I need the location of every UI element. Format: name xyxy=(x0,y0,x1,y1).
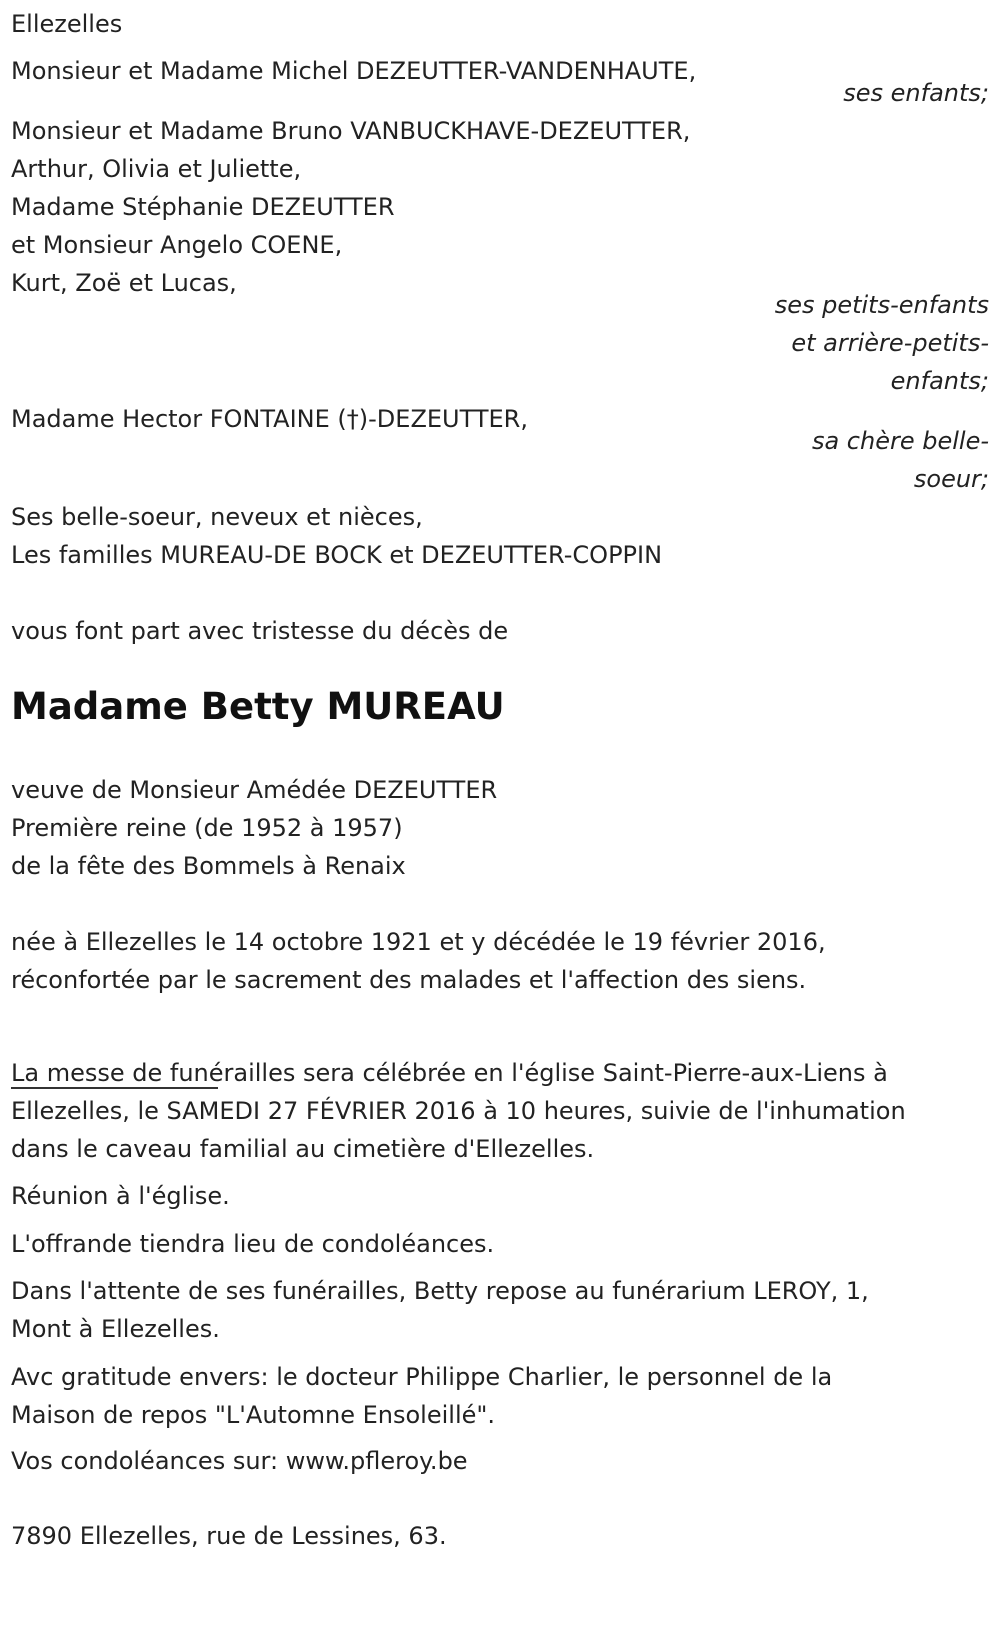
grandchild-line: Kurt, Zoë et Lucas, xyxy=(11,269,237,297)
deceased-name: Madame Betty MUREAU xyxy=(11,685,505,728)
grandchild-line: et Monsieur Angelo COENE, xyxy=(11,231,343,259)
funeral-mass-section xyxy=(11,1054,989,1168)
sister-in-law-role-line: soeur; xyxy=(913,465,989,493)
gratitude-section xyxy=(11,1358,989,1434)
grandchildren-section xyxy=(11,112,989,302)
deceased-detail-line: Première reine (de 1952 à 1957) xyxy=(11,814,403,842)
birth-death-line: née à Ellezelles le 14 octobre 1921 et y décédée le 19 février 2016, xyxy=(11,928,826,956)
grandchildren-role-block xyxy=(11,286,989,400)
gratitude-line: Maison de repos "L'Automne Ensoleillé". xyxy=(11,1401,496,1429)
condolences-text: Vos condoléances sur: www.pfleroy.be xyxy=(11,1447,468,1475)
funeral-mass-line: dans le caveau familial au cimetière d'Ellezelles. xyxy=(11,1135,595,1163)
children-role-block xyxy=(11,74,989,112)
deceased-name-block xyxy=(11,682,989,732)
grandchildren-role-line: et arrière-petits- xyxy=(791,329,989,357)
other-relatives-line: Ses belle-soeur, neveux et nièces, xyxy=(11,503,423,531)
deceased-detail-line: de la fête des Bommels à Renaix xyxy=(11,852,406,880)
children-role: ses enfants; xyxy=(843,79,989,107)
header-place xyxy=(11,5,989,43)
repose-section xyxy=(11,1272,989,1348)
other-relatives-line: Les familles MUREAU-DE BOCK et DEZEUTTER-COPPIN xyxy=(11,541,663,569)
announcement xyxy=(11,612,989,650)
offering-section xyxy=(11,1225,989,1263)
grandchild-line: Monsieur et Madame Bruno VANBUCKHAVE-DEZEUTTER, xyxy=(11,117,691,145)
sister-in-law-line: Madame Hector FONTAINE (†)-DEZEUTTER, xyxy=(11,405,528,433)
grandchild-line: Arthur, Olivia et Juliette, xyxy=(11,155,302,183)
grandchildren-role-line: enfants; xyxy=(890,367,989,395)
funeral-mass-line: Ellezelles, le SAMEDI 27 FÉVRIER 2016 à 10 heures, suivie de l'inhumation xyxy=(11,1097,906,1125)
other-relatives-section xyxy=(11,498,989,574)
sister-in-law-role-line: sa chère belle- xyxy=(811,427,989,455)
repose-line: Dans l'attente de ses funérailles, Betty repose au funérarium LEROY, 1, xyxy=(11,1277,869,1305)
deceased-detail-line: veuve de Monsieur Amédée DEZEUTTER xyxy=(11,776,498,804)
repose-line: Mont à Ellezelles. xyxy=(11,1315,220,1343)
address-text: 7890 Ellezelles, rue de Lessines, 63. xyxy=(11,1522,447,1550)
condolences-section xyxy=(11,1442,989,1480)
meeting-section xyxy=(11,1177,989,1215)
birth-death-section xyxy=(11,923,989,999)
birth-death-line: réconfortée par le sacrement des malades et l'affection des siens. xyxy=(11,966,807,994)
deceased-details xyxy=(11,771,989,885)
sister-in-law-role-block xyxy=(11,422,989,498)
offering-text: L'offrande tiendra lieu de condoléances. xyxy=(11,1230,495,1258)
gratitude-line: Avc gratitude envers: le docteur Philippe Charlier, le personnel de la xyxy=(11,1363,833,1391)
children-line: Monsieur et Madame Michel DEZEUTTER-VANDENHAUTE, xyxy=(11,57,697,85)
meeting-text: Réunion à l'église. xyxy=(11,1182,230,1210)
grandchild-line: Madame Stéphanie DEZEUTTER xyxy=(11,193,395,221)
funeral-mass-line: La messe de funérailles sera célébrée en l'église Saint-Pierre-aux-Liens à xyxy=(11,1059,888,1087)
address-section xyxy=(11,1517,989,1555)
place-name: Ellezelles xyxy=(11,10,123,38)
grandchildren-role-line: ses petits-enfants xyxy=(774,291,989,319)
announcement-text: vous font part avec tristesse du décès de xyxy=(11,617,509,645)
